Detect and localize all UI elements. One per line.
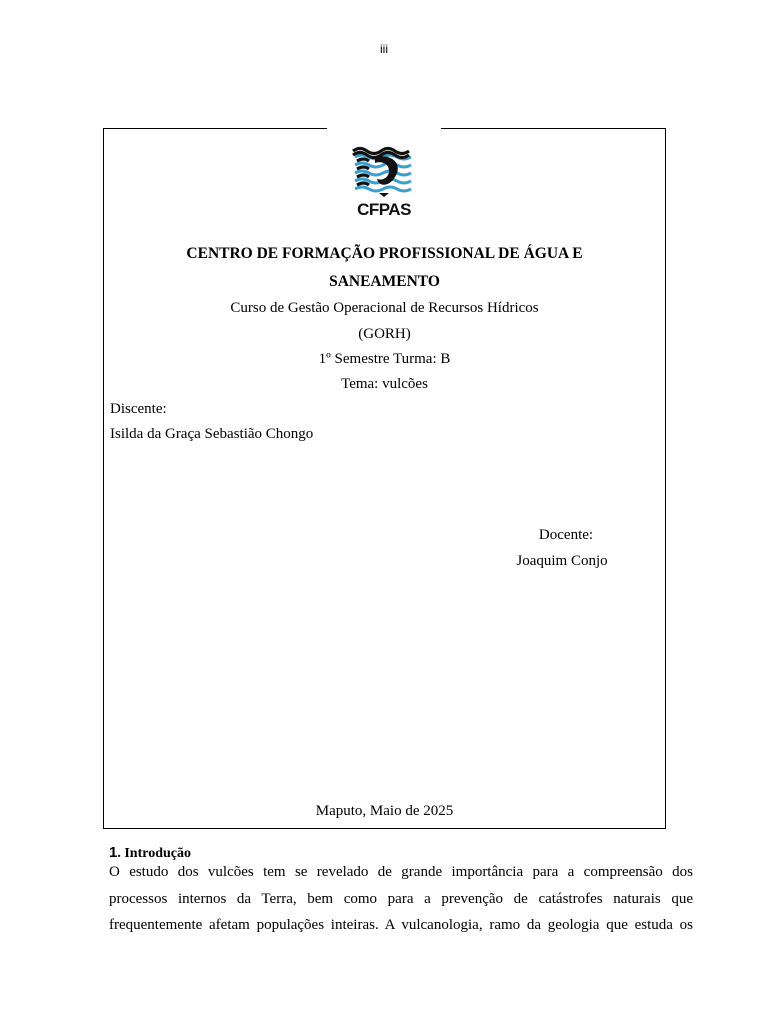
theme-line: Tema: vulcões [341,376,428,392]
institution-title-line2: SANEAMENTO [329,273,440,290]
teacher-name: Joaquim Conjo [516,553,608,569]
paragraph-line: processos internos da Terra, bem como para a prevenção de catástrofes naturais que [109,890,693,907]
cfpas-logo [327,127,441,235]
section-title: . Introdução [117,846,191,861]
semester-line: 1º Semestre Turma: B [318,351,451,367]
teacher-label: Docente: [538,527,594,543]
paragraph-line: frequentemente afetam populações inteiras. A vulcanologia, ramo da geologia que estuda os [109,917,693,933]
introduction-section [109,843,693,939]
logo-text: CFPAS [357,200,411,219]
cover-frame [103,128,666,829]
student-label: Discente: [110,401,167,417]
page-number: iii [380,42,388,56]
institution-title-line1: CENTRO DE FORMAÇÃO PROFISSIONAL DE ÁGUA E [186,245,583,262]
course-line1: Curso de Gestão Operacional de Recursos Hídricos [230,300,539,316]
student-name: Isilda da Graça Sebastião Chongo [110,426,314,442]
course-line2: (GORH) [358,326,411,342]
water-drop-icon [327,127,441,199]
introduction-body [109,859,693,939]
paragraph-line: O estudo dos vulcões tem se revelado de grande importância para a compreensão dos [109,864,693,880]
section-number: 1 [109,844,118,861]
place-date: Maputo, Maio de 2025 [315,803,454,819]
